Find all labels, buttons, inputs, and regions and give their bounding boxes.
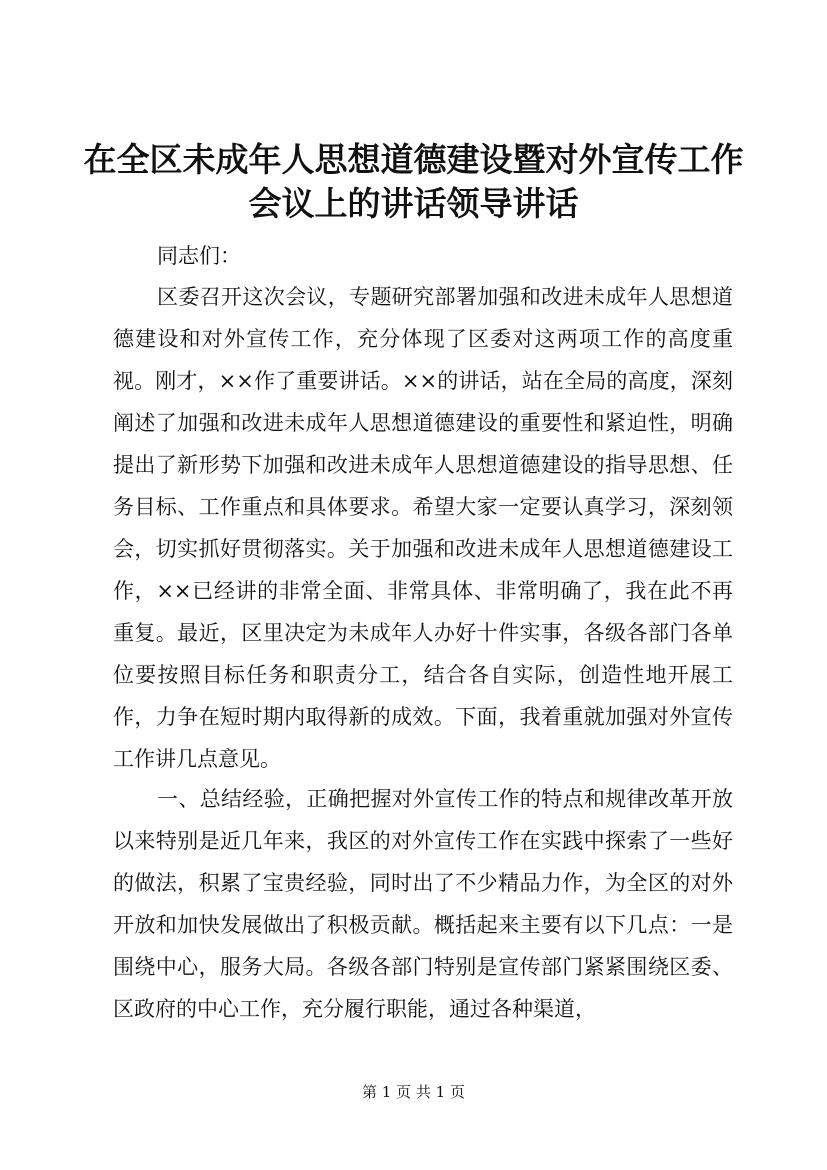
paragraph-section-one: 一、总结经验，正确把握对外宣传工作的特点和规律改革开放以来特别是近几年来，我区的对外宣传工作在实践中探索了一些好的做法，积累了宝贵经验，同时出了不少精品力作，为全区的对外开放和加快发展做出了积极贡献。概括起来主要有以下几点：一是围绕中心，服务大局。各级各部门特别是宣传部门紧紧围绕区委、区政府的中心工作，充分履行职能，通过各种渠道， xyxy=(113,787,733,1021)
paragraph-intro: 区委召开这次会议，专题研究部署加强和改进未成年人思想道德建设和对外宣传工作，充分体现了区委对这两项工作的高度重视。刚才，××作了重要讲话。××的讲话，站在全局的高度，深刻阐述了加强和改进未成年人思想道德建设的重要性和紧迫性，明确提出了新形势下加强和改进未成年人思想道德建设的指导思想、任务目标、工作重点和具体要求。希望大家一定要认真学习，深刻领会，切实抓好贯彻落实。关于加强和改进未成年人思想道德建设工作，××已经讲的非常全面、非常具体、非常明确了，我在此不再重复。最近，区里决定为未成年人办好十件实事，各级各部门各单位要按照目标任务和职责分工，结合各自实际，创造性地开展工作，力争在短时期内取得新的成效。下面，我着重就加强对外宣传工作讲几点意见。 xyxy=(113,285,733,771)
document-title xyxy=(0,138,827,226)
salutation: 同志们： xyxy=(157,244,241,268)
page-footer: 第 1 页 共 1 页 xyxy=(362,1083,465,1101)
title-line-2: 会议上的讲话领导讲话 xyxy=(248,184,579,223)
title-line-1: 在全区未成年人思想道德建设暨对外宣传工作 xyxy=(83,140,744,179)
